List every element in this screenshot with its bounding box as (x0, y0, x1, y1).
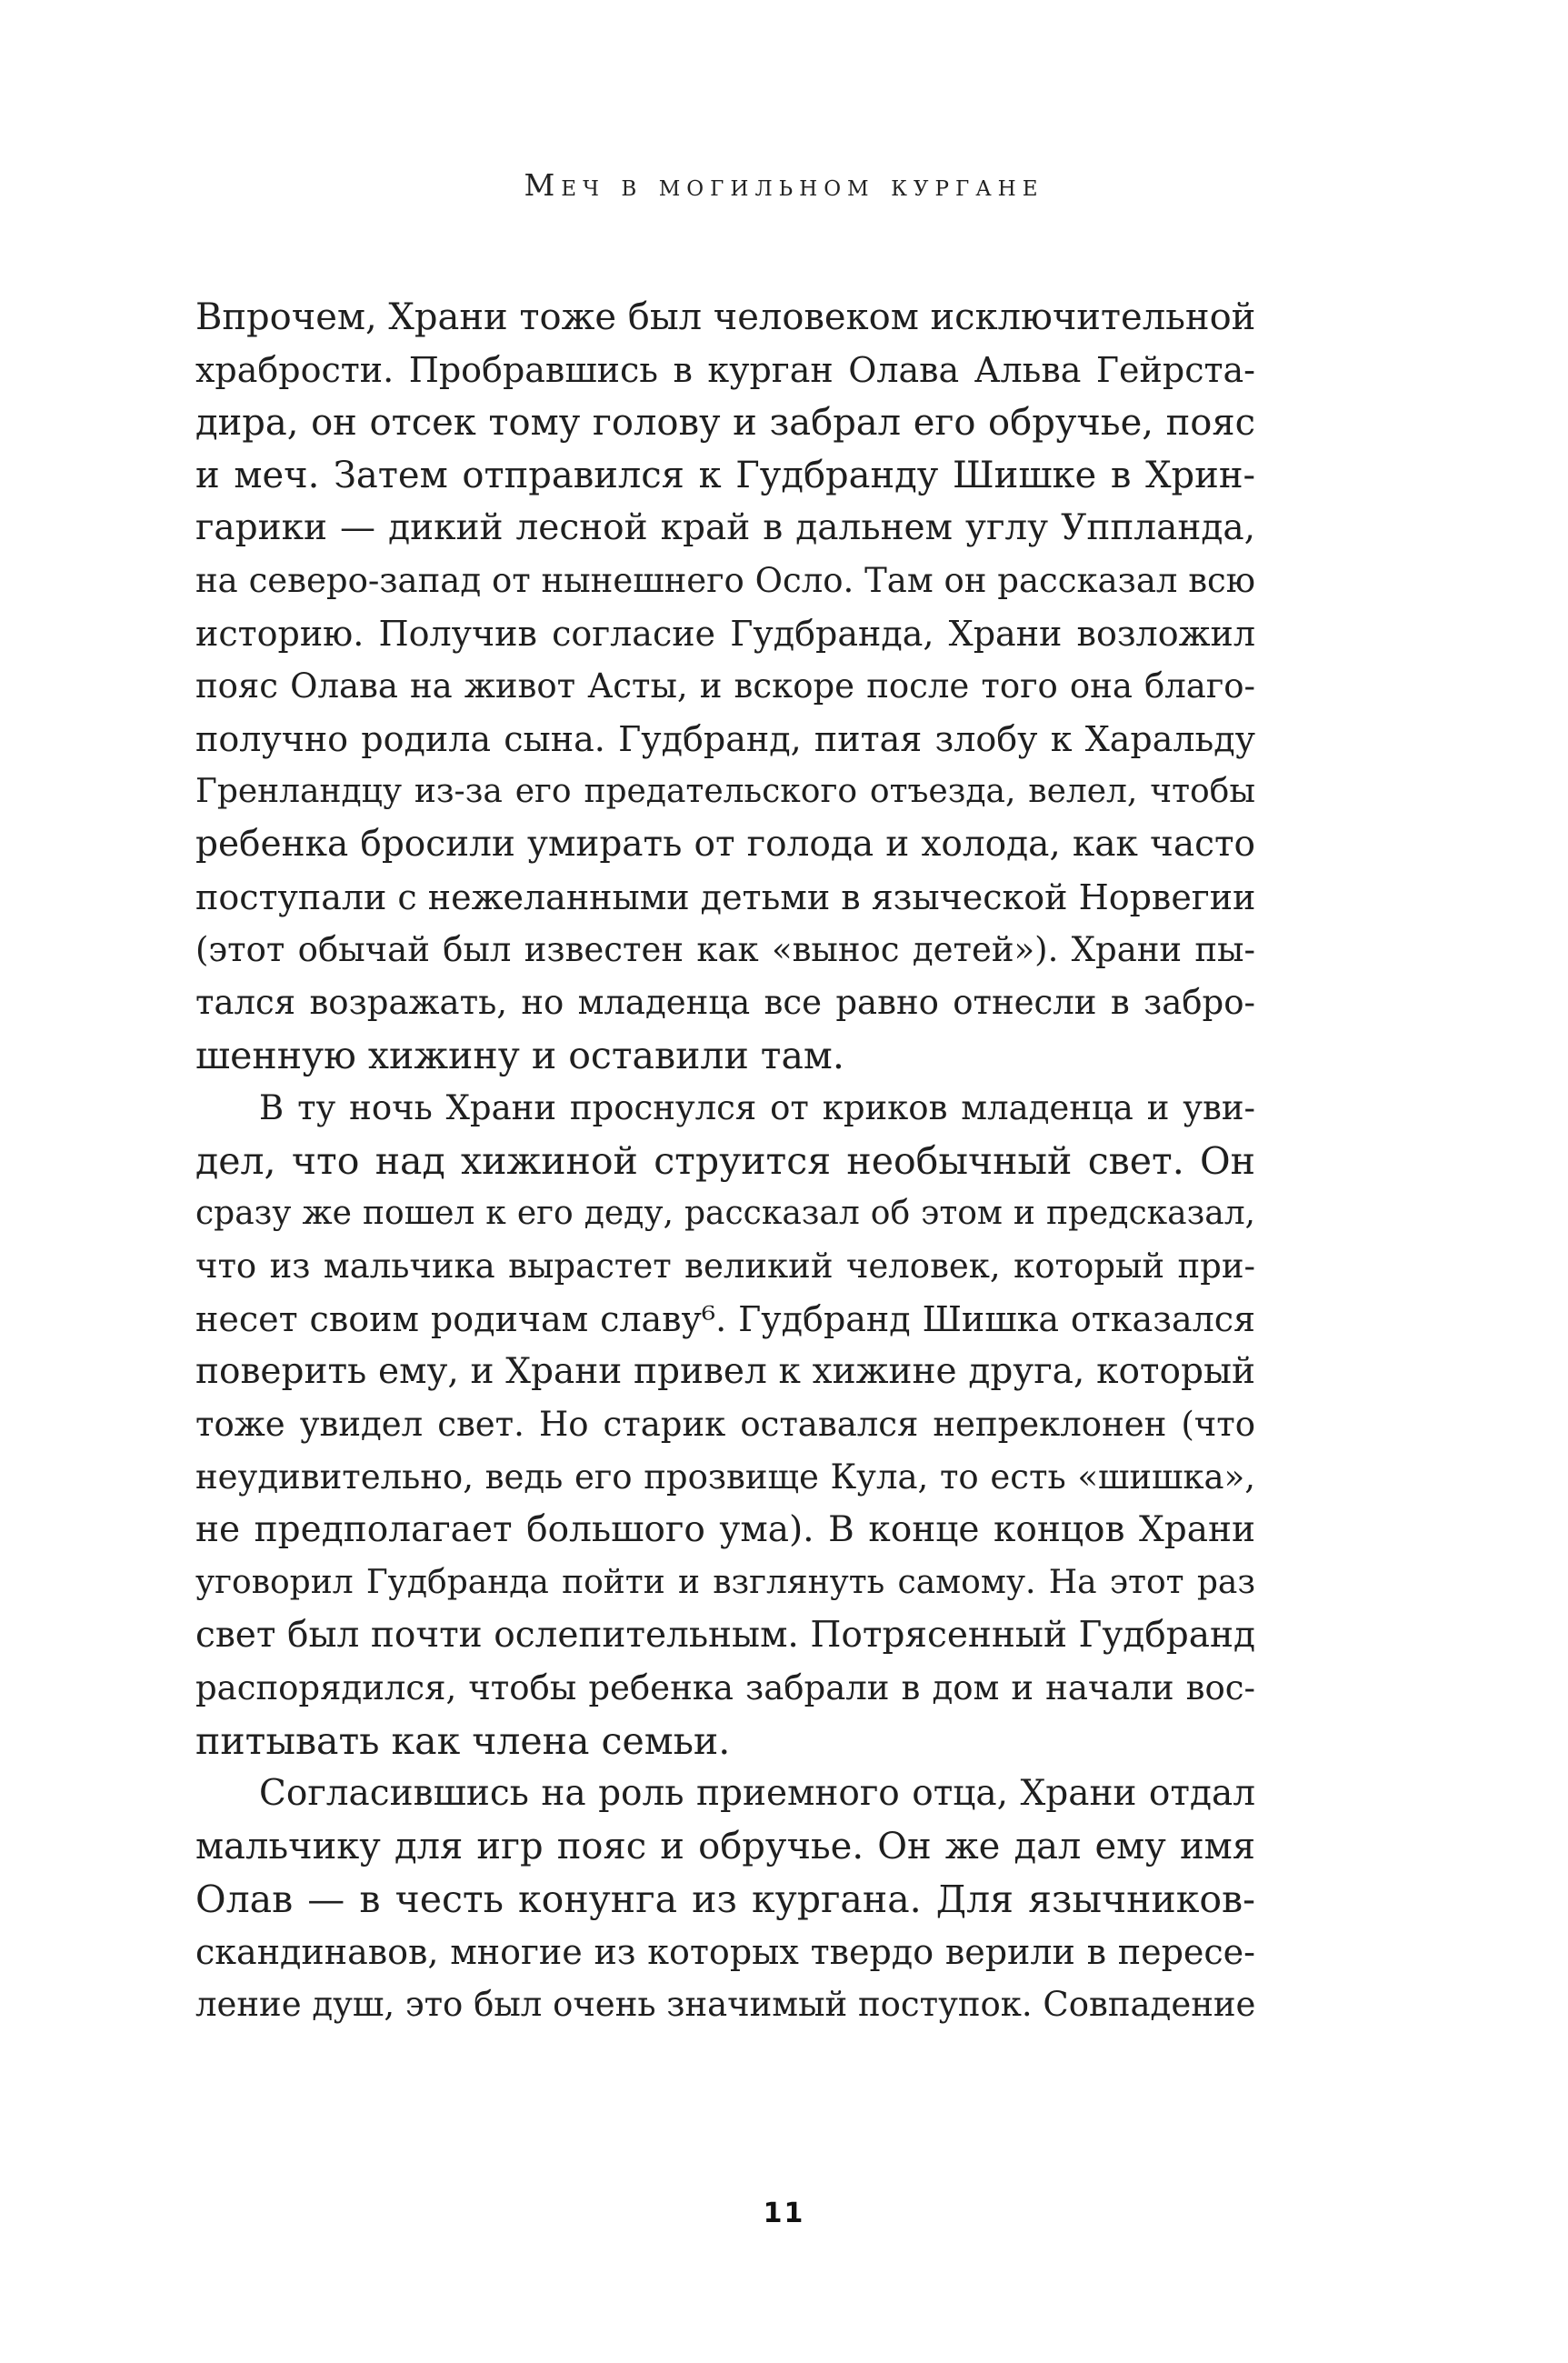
text-line: тался возражать, но младенца все равно отнесли в забро- (195, 983, 1255, 1022)
text-line: и меч. Затем отправился к Гудбранду Шишке в Хрин- (195, 455, 1255, 496)
text-line: на северо-запад от нынешнего Осло. Там он рассказал всю (195, 561, 1255, 600)
text-line: Олав — в честь конунга из кургана. Для язычников- (195, 1877, 1255, 1921)
text-line: пояс Олава на живот Асты, и вскоре после того она благо- (195, 666, 1255, 706)
paragraph-1 (195, 291, 1255, 1082)
text-line: свет был почти ослепительным. Потрясенный Гудбранд (195, 1615, 1255, 1656)
text-line: ребенка бросили умирать от голода и холода, как часто (195, 824, 1255, 865)
text-line: не предполагает большого ума). В конце концов Храни (195, 1509, 1255, 1550)
text-line: храбрости. Пробравшись в курган Олава Альва Гейрста- (195, 350, 1255, 390)
text-line: ление душ, это был очень значимый поступок. Совпадение (195, 1985, 1256, 2024)
text-line: В ту ночь Храни проснулся от криков младенца и уви- (259, 1088, 1255, 1127)
text-line: питывать как члена семьи. (195, 1719, 731, 1763)
text-line: Согласившись на роль приемного отца, Храни отдал (259, 1773, 1255, 1814)
text-line: шенную хижину и оставили там. (195, 1034, 844, 1077)
paragraph-2 (195, 1082, 1255, 1767)
text-line: скандинавов, многие из которых твердо верили в пересе- (195, 1932, 1255, 1972)
body-text (195, 291, 1255, 2031)
text-line: тоже увидел свет. Но старик оставался непреклонен (что (195, 1405, 1255, 1444)
page-number: 11 (763, 2198, 805, 2229)
text-line: гарики — дикий лесной край в дальнем углу Уппланда, (195, 507, 1255, 548)
text-line: дира, он отсек тому голову и забрал его обручье, пояс (195, 402, 1255, 444)
text-line: поступали с нежеланными детьми в языческой Норвегии (195, 877, 1256, 917)
text-line: историю. Получив согласие Гудбранда, Храни возложил (195, 614, 1255, 654)
text-line: уговорил Гудбранда пойти и взглянуть самому. На этот раз (195, 1564, 1255, 1601)
text-line: распорядился, чтобы ребенка забрали в дом и начали вос- (195, 1668, 1255, 1707)
text-line: дел, что над хижиной струится необычный свет. Он (195, 1139, 1255, 1183)
text-line: (этот обычай был известен как «вынос детей»). Храни пы- (195, 930, 1255, 969)
text-line: сразу же пошел к его деду, рассказал об этом и предсказал, (195, 1195, 1255, 1232)
paragraph-3 (195, 1767, 1255, 2031)
text-line: поверить ему, и Храни привел к хижине друга, который (195, 1351, 1255, 1392)
running-head: Меч в могильном кургане (524, 167, 1044, 203)
text-line: Впрочем, Храни тоже был человеком исключительной (195, 296, 1256, 338)
text-line: мальчику для игр пояс и обручье. Он же дал ему имя (195, 1826, 1255, 1867)
text-line: что из мальчика вырастет великий человек, который при- (195, 1247, 1255, 1286)
text-line: неудивительно, ведь его прозвище Кула, то есть «шишка», (195, 1457, 1255, 1497)
text-line: получно родила сына. Гудбранд, питая злобу к Харальду (195, 719, 1255, 759)
text-line: несет своим родичам славу⁶. Гудбранд Шишка отказался (195, 1299, 1255, 1339)
text-line: Гренландцу из-за его предательского отъезда, велел, чтобы (195, 773, 1255, 810)
